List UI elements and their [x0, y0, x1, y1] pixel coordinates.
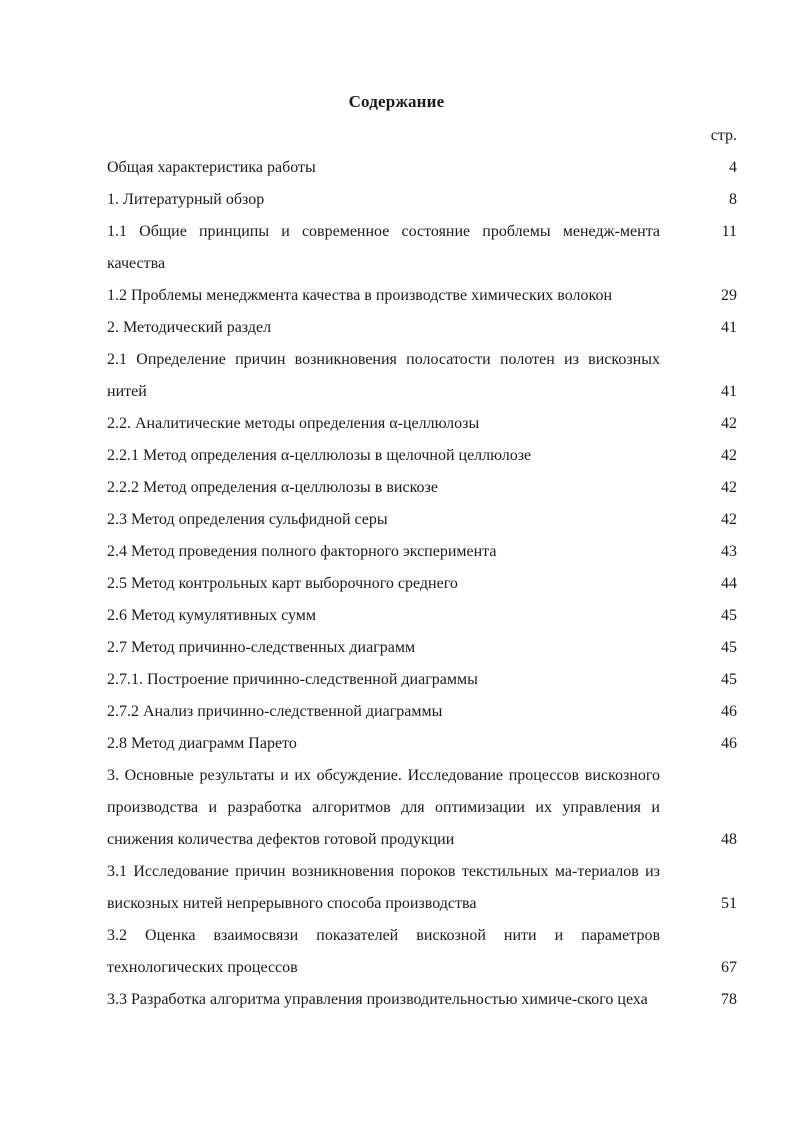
toc-entry-text: 2.4 Метод проведения полного факторного эксперимента: [107, 543, 497, 560]
page-column-label: стр.: [710, 127, 737, 144]
toc-entry-text: 3.1 Исследование причин возникновения пороков текстильных ма-териалов из вискозных нитей непрерывного способа производства: [107, 863, 660, 912]
toc-entry-text: 2.3 Метод определения сульфидной серы: [107, 511, 388, 528]
toc-entry: [107, 632, 737, 664]
toc-entry-page: 78: [721, 991, 737, 1008]
toc-entry-page: 43: [721, 543, 737, 560]
toc-entry-page: 42: [721, 479, 737, 496]
toc-entry: [107, 504, 737, 536]
toc-entry-page: 45: [721, 639, 737, 656]
toc-entry-page: 45: [721, 671, 737, 688]
toc-entry-text: 2.8 Метод диаграмм Парето: [107, 735, 297, 752]
toc-entry-text: 3. Основные результаты и их обсуждение. Исследование процессов вискозного производства и разработка алгоритмов для оптимизации их управления и снижения количества дефектов готовой продукции: [107, 767, 660, 848]
page-title: Содержание: [348, 92, 445, 111]
toc-entry-page: 29: [721, 287, 737, 304]
toc-entry: [107, 440, 737, 472]
table-of-contents: [107, 152, 737, 1016]
toc-entry: [107, 984, 737, 1016]
toc-entry-text: 2.7 Метод причинно-следственных диаграмм: [107, 639, 416, 656]
toc-entry-page: 11: [721, 223, 737, 240]
toc-entry: [107, 536, 737, 568]
toc-entry-text: 2.2.1 Метод определения α-целлюлозы в щелочной целлюлозе: [107, 447, 532, 464]
toc-entry-text: 2.7.1. Построение причинно-следственной диаграммы: [107, 671, 478, 688]
toc-entry-text: 1.1 Общие принципы и современное состояние проблемы менедж-мента качества: [107, 223, 660, 272]
toc-entry: [107, 760, 737, 856]
toc-entry-page: 8: [729, 191, 737, 208]
toc-entry-text: 3.2 Оценка взаимосвязи показателей вискозной нити и параметров технологических процессов: [107, 927, 660, 976]
toc-entry-text: 1. Литературный обзор: [107, 191, 265, 208]
toc-entry-page: 67: [721, 959, 737, 976]
toc-entry: [107, 664, 737, 696]
toc-entry-text: 2. Методический раздел: [107, 319, 272, 336]
toc-entry-text: 1.2 Проблемы менеджмента качества в производстве химических волокон: [107, 287, 613, 304]
toc-entry-text: 2.1 Определение причин возникновения полосатости полотен из вискозных нитей: [107, 351, 660, 400]
toc-entry-page: 4: [729, 159, 737, 176]
toc-entry-page: 41: [721, 383, 737, 400]
toc-entry: [107, 856, 737, 920]
toc-entry-page: 42: [721, 415, 737, 432]
toc-entry-text: 2.5 Метод контрольных карт выборочного среднего: [107, 575, 458, 592]
toc-entry-page: 46: [721, 703, 737, 720]
toc-entry-page: 42: [721, 511, 737, 528]
toc-entry-page: 45: [721, 607, 737, 624]
toc-entry: [107, 184, 737, 216]
toc-entry: [107, 600, 737, 632]
toc-entry: [107, 344, 737, 408]
toc-entry-page: 42: [721, 447, 737, 464]
toc-entry: [107, 152, 737, 184]
toc-entry: [107, 312, 737, 344]
toc-entry: [107, 696, 737, 728]
toc-entry-text: 2.2. Аналитические методы определения α-целлюлозы: [107, 415, 480, 432]
toc-entry: [107, 472, 737, 504]
toc-entry-page: 41: [721, 319, 737, 336]
toc-entry-page: 48: [721, 831, 737, 848]
toc-entry-page: 44: [721, 575, 737, 592]
toc-entry-text: 2.2.2 Метод определения α-целлюлозы в вискозе: [107, 479, 438, 496]
toc-entry-text: 2.7.2 Анализ причинно-следственной диаграммы: [107, 703, 443, 720]
toc-entry-text: 3.3 Разработка алгоритма управления производительностью химиче-ского цеха: [107, 991, 648, 1008]
toc-entry-text: Общая характеристика работы: [107, 159, 316, 176]
toc-entry: [107, 920, 737, 984]
toc-entry-page: 46: [721, 735, 737, 752]
toc-entry: [107, 408, 737, 440]
toc-entry-page: 51: [721, 895, 737, 912]
toc-entry: [107, 216, 737, 280]
toc-entry: [107, 728, 737, 760]
toc-entry-text: 2.6 Метод кумулятивных сумм: [107, 607, 317, 624]
toc-entry: [107, 280, 737, 312]
toc-entry: [107, 568, 737, 600]
